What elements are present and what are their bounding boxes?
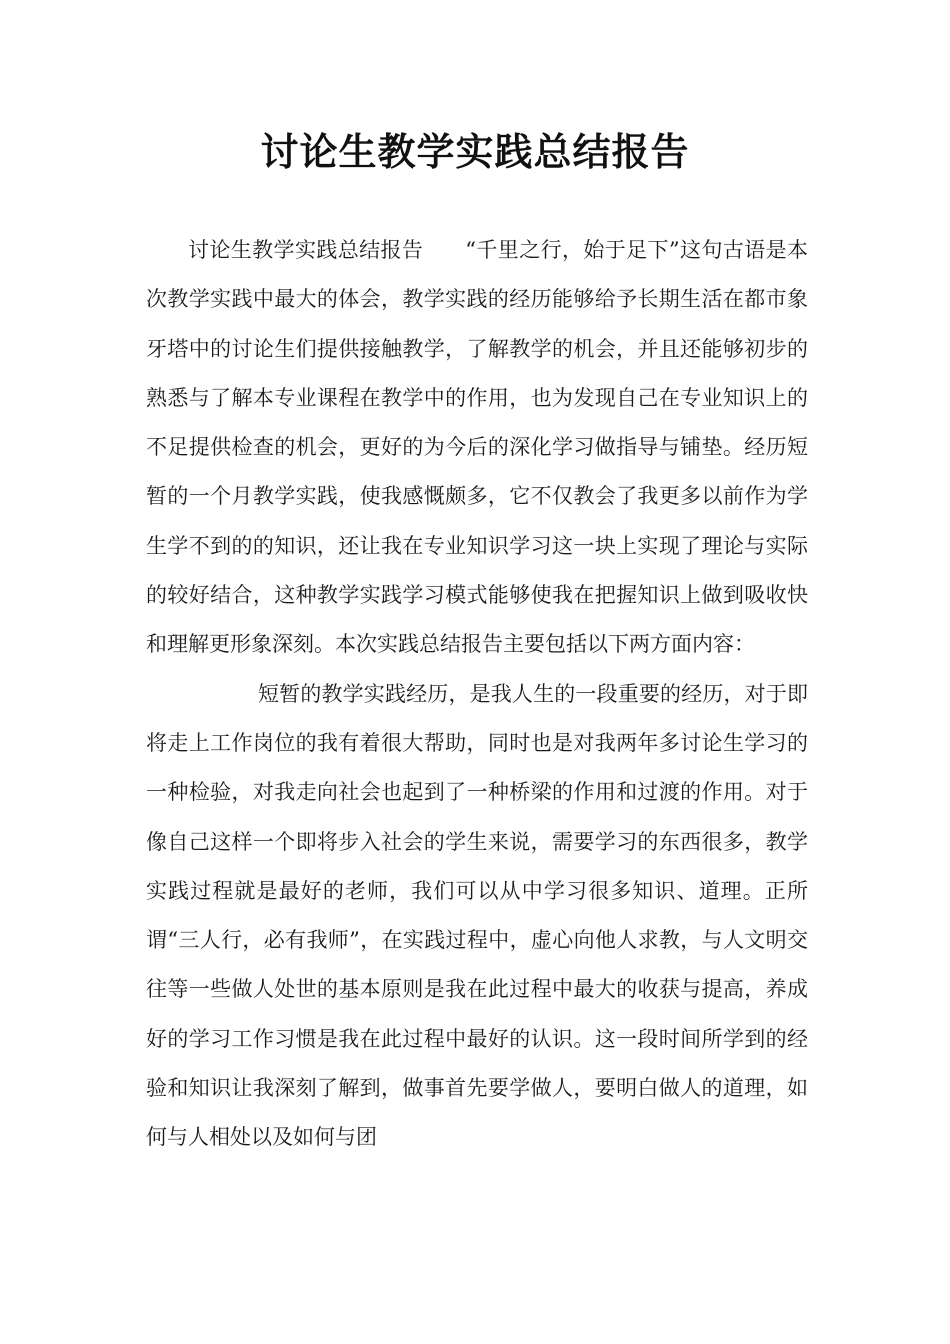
document-title: 讨论生教学实践总结报告 xyxy=(260,130,690,174)
paragraph-text: “千里之行，始于足下”这句古语是本次教学实践中最大的体会，教学实践的经历能够给予长期生活在都市象牙塔中的讨论生们提供接触教学，了解教学的机会，并且还能够初步的熟悉与了解本专业课程在教学中的作用，也为发现自己在专业知识上的不足提供检查的机会，更好的为今后的深化学习做指导与铺垫。经历短暂的一个月教学实践，使我感慨颇多，它不仅教会了我更多以前作为学生学不到的的知识，还让我在专业知识学习这一块上实现了理论与实际的较好结合，这种教学实践学习模式能够使我在把握知识上做到吸收快和理解更形象深刻。本次实践总结报告主要包括以下两方面内容： xyxy=(146,238,808,657)
paragraph-experience xyxy=(146,670,808,1163)
document-body xyxy=(146,226,808,1163)
paragraph-text: 短暂的教学实践经历，是我人生的一段重要的经历，对于即将走上工作岗位的我有着很大帮助，同时也是对我两年多讨论生学习的一种检验，对我走向社会也起到了一种桥梁的作用和过渡的作用。对于像自己这样一个即将步入社会的学生来说，需要学习的东西很多，教学实践过程就是最好的老师，我们可以从中学习很多知识、道理。正所谓“三人行，必有我师”，在实践过程中，虚心向他人求教，与人文明交往等一些做人处世的基本原则是我在此过程中最大的收获与提高，养成好的学习工作习惯是我在此过程中最好的认识。这一段时间所学到的经验和知识让我深刻了解到，做事首先要学做人，要明白做人的道理，如何与人相处以及如何与团 xyxy=(146,681,808,1150)
paragraph-lead-title: 讨论生教学实践总结报告 xyxy=(188,238,424,262)
paragraph-intro xyxy=(146,226,808,670)
